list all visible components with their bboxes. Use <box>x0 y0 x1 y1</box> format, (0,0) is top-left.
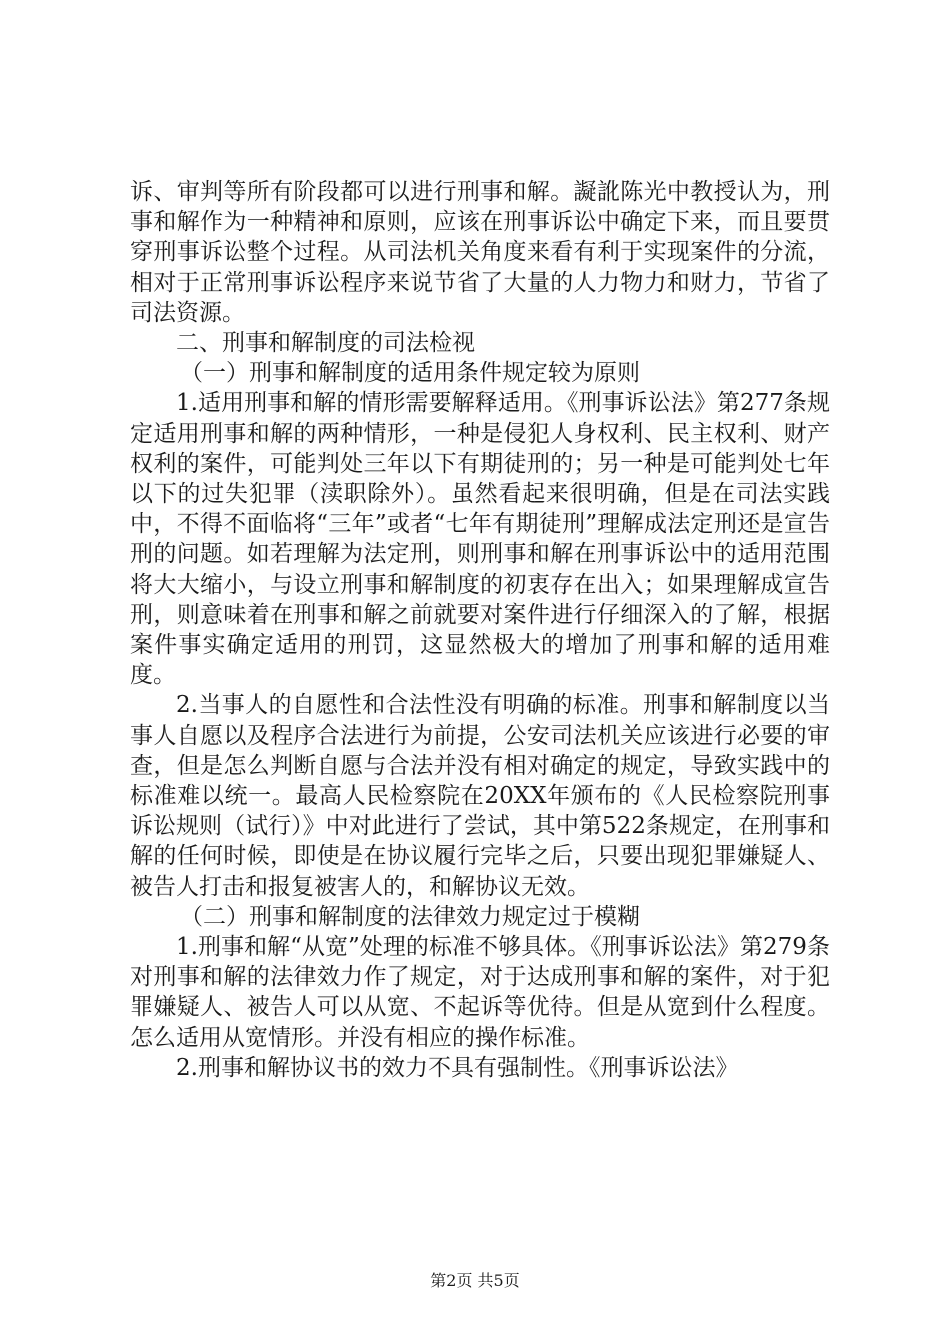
section-heading: 二、刑事和解制度的司法检视 <box>176 330 475 357</box>
subsection-heading-2: （二）刑事和解制度的法律效力规定过于模糊 <box>180 903 640 930</box>
page-footer: 第2页 共5页 <box>430 1271 520 1290</box>
paragraph-item-4: 2.刑事和解协议书的效力不具有强制性。《刑事诉讼法》 <box>176 1054 739 1081</box>
paragraph-continuation: 诉、审判等所有阶段都可以进行刑事和解。譺訛陈光中教授认为，刑事和解作为一种精神和原则，应该在刑事诉讼中确定下来，而且要贯穿刑事诉讼整个过程。从司法机关角度来看有利于实现案件的分流，相对于正常刑事诉讼程序来说节省了大量的人力物力和财力，节省了司法资源。 <box>130 179 830 326</box>
paragraph-item-3: 1.刑事和解“从宽”处理的标准不够具体。《刑事诉讼法》第279条对刑事和解的法律效力作了规定，对于达成刑事和解的案件，对于犯罪嫌疑人、被告人可以从宽、不起诉等优待。但是从宽到什么程度。怎么适用从宽情形。并没有相应的操作标准。 <box>130 934 830 1051</box>
document-body <box>130 177 830 1083</box>
paragraph-item-1: 1.适用刑事和解的情形需要解释适用。《刑事诉讼法》第277条规定适用刑事和解的两种情形，一种是侵犯人身权利、民主权利、财产权利的案件，可能判处三年以下有期徒刑的；另一种是可能判处七年以下的过失犯罪（渎职除外）。虽然看起来很明确，但是在司法实践中，不得不面临将“三年”或者“七年有期徒刑”理解成法定刑还是宣告刑的问题。如若理解为法定刑，则刑事和解在刑事诉讼中的适用范围将大大缩小，与设立刑事和解制度的初衷存在出入；如果理解成宣告刑，则意味着在刑事和解之前就要对案件进行仔细深入的了解，根据案件事实确定适用的刑罚，这显然极大的增加了刑事和解的适用难度。 <box>130 390 830 689</box>
subsection-heading-1: （一）刑事和解制度的适用条件规定较为原则 <box>180 360 640 387</box>
paragraph-item-2: 2.当事人的自愿性和合法性没有明确的标准。刑事和解制度以当事人自愿以及程序合法进行为前提，公安司法机关应该进行必要的审查，但是怎么判断自愿与合法并没有相对确定的规定，导致实践中的标准难以统一。最高人民检察院在20XX年颁布的《人民检察院刑事诉讼规则（试行）》中对此进行了尝试，其中第522条规定，在刑事和解的任何时候，即使是在协议履行完毕之后，只要出现犯罪嫌疑人、被告人打击和报复被害人的，和解协议无效。 <box>130 692 830 900</box>
